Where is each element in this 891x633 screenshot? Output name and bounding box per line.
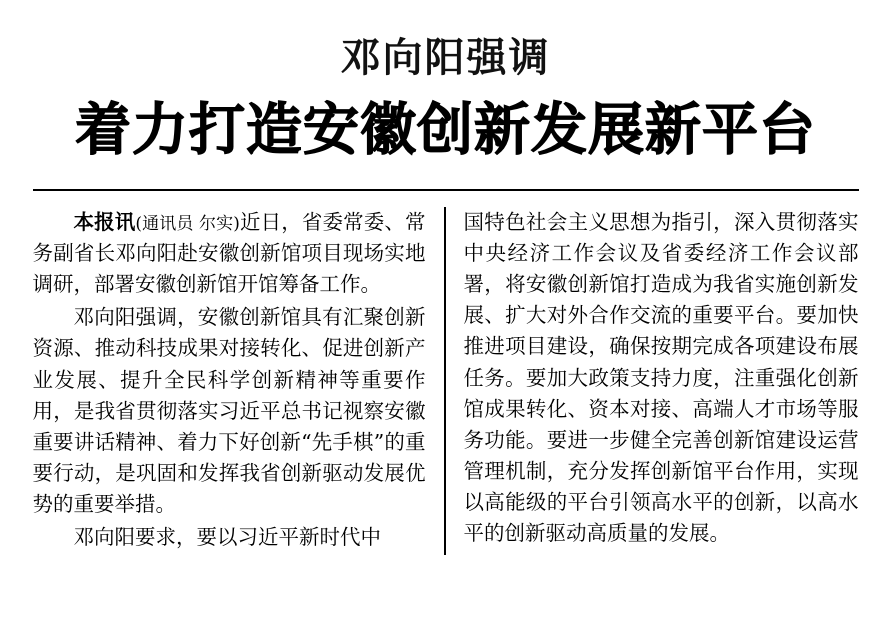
lead-label: 本报讯 — [73, 209, 136, 234]
article-columns — [33, 207, 859, 556]
left-column — [33, 207, 446, 556]
paragraph: 国特色社会主义思想为指引，深入贯彻落实中央经济工作会议及省委经济工作会议部署，将安徽创新馆打造成为我省实施创新发展、扩大对外合作交流的重要平台。要加快推进项目建设，确保按期完成各项建设布展任务。要加大政策支持力度，注重强化创新馆成果转化、资本对接、高端人才市场等服务功能。要进一步健全完善创新馆建设运营管理机制，充分发挥创新馆平台作用，实现以高能级的平台引领高水平的创新，以高水平的创新驱动高质量的发展。 — [463, 209, 859, 546]
kicker-headline: 邓向阳强调 — [340, 34, 551, 81]
byline: (通讯员 尔实) — [135, 213, 240, 234]
paragraph: 邓向阳强调，安徽创新馆具有汇聚创新资源、推动科技成果对接转化、促进创新产业发展、提升全民科学创新精神等重要作用，是我省贯彻落实习近平总书记视察安徽重要讲话精神、着力下好创新“先手棋”的重要行动，是巩固和发挥我省创新驱动发展优势的重要举措。 — [32, 305, 426, 517]
lead-paragraph-text: 近日，省委常委、常务副省长邓向阳赴安徽创新馆项目现场实地调研，部署安徽创新馆开馆筹备工作。 — [32, 209, 426, 297]
main-headline: 着力打造安徽创新发展新平台 — [75, 98, 816, 163]
right-column — [446, 207, 859, 556]
headline-divider — [33, 189, 859, 191]
headline-block — [0, 0, 891, 163]
lead-paragraph — [33, 207, 426, 300]
paragraph: 邓向阳要求，要以习近平新时代中 — [73, 525, 381, 550]
